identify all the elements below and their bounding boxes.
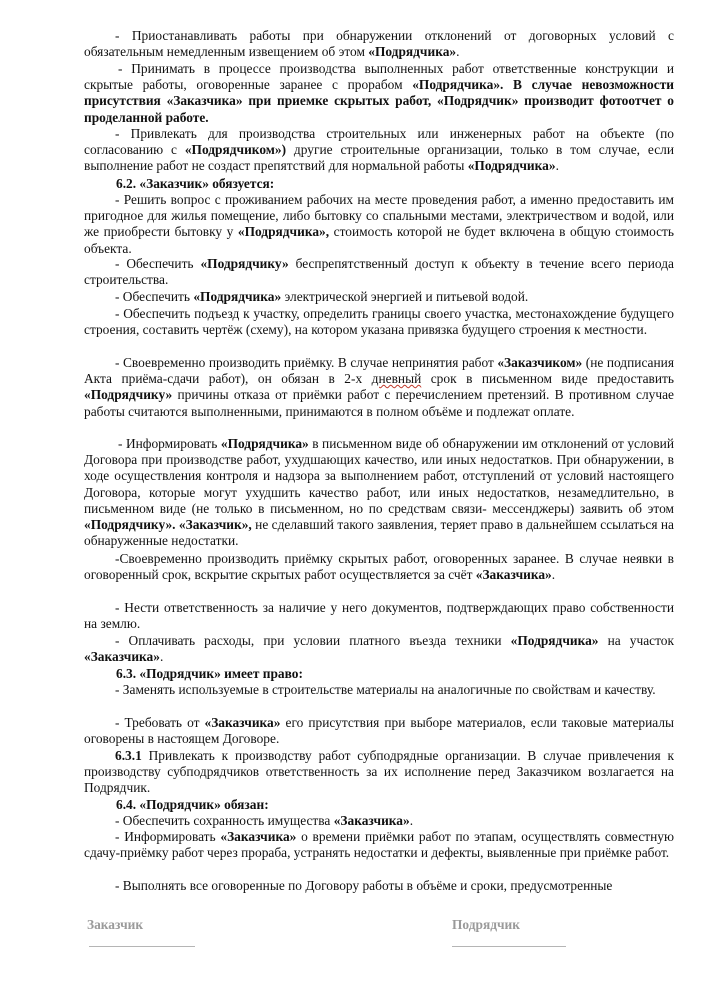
paragraph-timely-acceptance: - Своевременно производить приёмку. В случае непринятия работ «Заказчиком» (не подписания Акта приёма-сдачи работ), он обязан в 2-х дневный срок в письменном виде предоставить «Подрядчику» причины отказа от приёмки работ с перечислением претензий. В противном случае работы считаются выполненными, принимаются в полном объёме и подлежат оплате. <box>84 355 674 419</box>
customer-signature-line <box>89 946 195 947</box>
contractor-signature-label: Подрядчик <box>452 917 520 932</box>
paragraph-power-water: - Обеспечить «Подрядчика» электрической энергией и питьевой водой. <box>115 289 529 304</box>
section-heading-6-3: 6.3. «Подрядчик» имеет право: <box>116 666 303 681</box>
paragraph-subcontractors: 6.3.1 Привлекать к производству работ субподрядные организации. В случае привлечения к производству субподрядчиков ответственность за их исполнение перед Заказчиком возлагается на Подрядчик. <box>84 748 674 796</box>
paragraph-require-presence: - Требовать от «Заказчика» его присутствия при выборе материалов, если таковые материалы оговорены в настоящем Договоре. <box>84 715 675 747</box>
customer-signature-label: Заказчик <box>87 917 144 932</box>
section-heading-6-2: 6.2. «Заказчик» обязуется: <box>116 176 275 191</box>
paragraph-land-documents: - Нести ответственность за наличие у него документов, подтверждающих право собственности на землю. <box>84 600 674 632</box>
paragraph-perform-works: - Выполнять все оговоренные по Договору работы в объёме и сроки, предусмотренные <box>115 878 613 893</box>
paragraph-suspend-work: - Приостанавливать работы при обнаружении отклонений от договорных условий с обязательным немедленным извещением об этом «Подрядчика». <box>84 28 674 60</box>
paragraph-inform-contractor: - Информировать «Подрядчика» в письменном виде об обнаружении им отклонений от условий Договора при производстве работ, ухудшающих качество, или иных недостатков. При обнаружении, в ходе осуществления контроля и надзора за выполнением работ, отступлений от условий настоящего Договора, которые могут ухудшить качество работ, или иных недостатков, незамедлительно, в письменном виде (не только в письменном, но по средствам связи- мессенджеры) заявить об этом «Подрядчику». «Заказчик», не сделавший такого заявления, теряет право в дальнейшем ссылаться на обнаруженные недостатки. <box>84 436 675 549</box>
paragraph-vehicle-entry-costs: - Оплачивать расходы, при условии платного въезда техники «Подрядчика» на участок «Заказчика». <box>84 633 674 665</box>
contractor-signature-line <box>452 946 566 947</box>
paragraph-inform-customer: - Информировать «Заказчика» о времени приёмки работ по этапам, осуществлять совместную сдачу-приёмку работ через прораба, устранять недостатки и дефекты, выявленные при приёмке работ. <box>84 829 674 861</box>
paragraph-replace-materials: - Заменять используемые в строительстве материалы на аналогичные по свойствам и качеству. <box>115 682 656 697</box>
paragraph-property-safety: - Обеспечить сохранность имущества «Заказчика». <box>115 813 414 828</box>
paragraph-access: - Обеспечить «Подрядчику» беспрепятственный доступ к объекту в течение всего периода строительства. <box>84 256 674 288</box>
section-heading-6-4: 6.4. «Подрядчик» обязан: <box>116 797 269 812</box>
paragraph-worker-housing: - Решить вопрос с проживанием рабочих на месте проведения работ, а именно предоставить им пригодное для жилья помещение, либо бытовку со спальными местами, электричеством и водой, или же приобрести бытовку у «Подрядчика», стоимость которой не будет включена в общую стоимость объекта. <box>84 192 674 256</box>
paragraph-site-access: - Обеспечить подъезд к участку, определить границы своего участка, местонахождение будущего строения, составить чертёж (схему), на котором указана привязка будущего строения к местности. <box>84 306 674 338</box>
paragraph-involve-organizations: - Привлекать для производства строительных или инженерных работ на объекте (по согласованию с «Подрядчиком») другие строительные организации, только в том случае, если выполнение работ не создаст препятствий для нормальной работы «Подрядчика». <box>84 126 674 174</box>
paragraph-hidden-works-acceptance: -Своевременно производить приёмку скрытых работ, оговоренных заранее. В случае неявки в оговоренный срок, вскрытие скрытых работ осуществляется за счёт «Заказчика». <box>84 551 674 583</box>
paragraph-accept-hidden-works: - Принимать в процессе производства выполненных работ ответственные конструкции и скрытые работы, оговоренные заранее с прорабом «Подрядчика». В случае невозможности присутствия «Заказчика» при приемке скрытых работ, «Подрядчик» производит фотоотчет о проделанной работе. <box>84 61 674 125</box>
